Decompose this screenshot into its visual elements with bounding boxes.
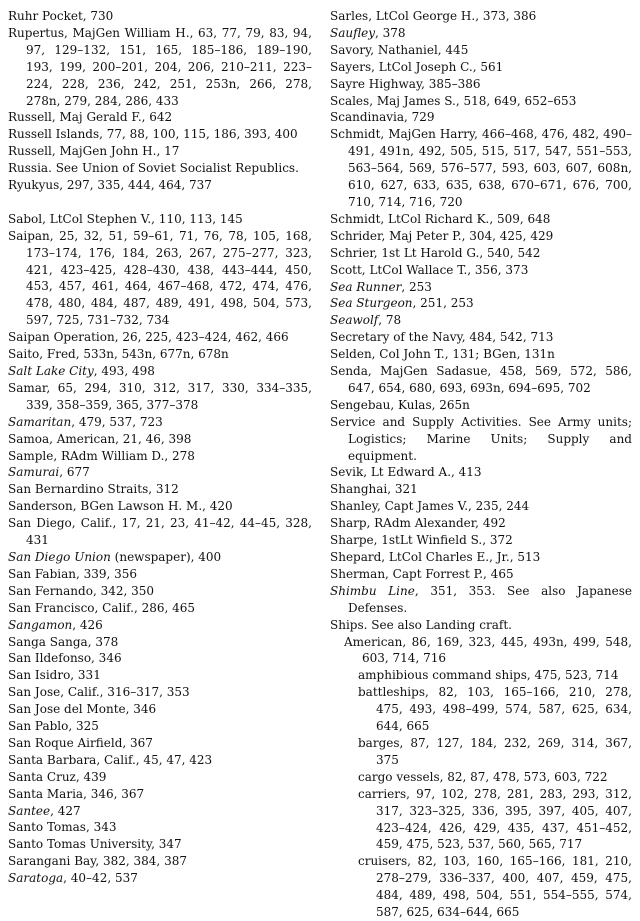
index-entry: Ships. See also Landing craft. [330,617,512,632]
index-entry: Senda, MajGen Sadasue, 458, 569, 572, 586, 647, 654, 680, 693, 693n, 694–695, 702 [330,364,632,395]
index-entry: Saipan, 25, 32, 51, 59–61, 71, 76, 78, 105, 168, 173–174, 176, 184, 263, 267, 275–277, 323, 421, 423–425, 428–430, 438, 443–444, 450, 453, 457, 461, 464, 467–468, 472, 474, 476, 478, 480, 484, 487, 489, 491, 498, 504, 573, 597, 725, 731–732, 734 [8,228,312,328]
index-entry-rest: , 40–42, 537 [63,871,138,886]
index-entry: Sharp, RAdm Alexander, 492 [330,516,506,531]
index-entry [330,279,632,296]
index-entry-rest: (newspaper), 400 [110,549,222,564]
index-entry-italic: Shimbu Line [330,583,415,598]
index-entry [8,464,312,481]
index-entry: Sevik, Lt Edward A., 413 [330,465,482,480]
index-entry: Saito, Fred, 533n, 543n, 677n, 678n [8,347,229,362]
index-column-left [8,8,312,887]
index-entry-italic: Saratoga [8,871,64,886]
index-entry-rest: , 253 [401,279,432,294]
index-entry: Sarangani Bay, 382, 384, 387 [8,854,187,869]
index-entry: San Jose del Monte, 346 [8,702,157,717]
index-entry [8,549,312,566]
index-entry: American, 86, 169, 323, 445, 493n, 499, 548, 603, 714, 716 [344,634,632,666]
index-entry [330,295,632,312]
index-entry: Ruhr Pocket, 730 [8,9,114,23]
index-entry: Saipan Operation, 26, 225, 423–424, 462, 466 [8,330,289,345]
index-entry: Samoa, American, 21, 46, 398 [8,431,192,446]
index-entry: Santa Barbara, Calif., 45, 47, 423 [8,752,213,767]
index-entry-rest: , 251, 253 [412,296,474,311]
index-entry: San Bernardino Straits, 312 [8,482,179,497]
index-entry [330,583,632,617]
index-entry: Shanghai, 321 [330,482,418,497]
index-entry: San Pablo, 325 [8,719,99,734]
index-entry-rest: , 78 [378,313,402,328]
index-entry-italic: Seawolf [330,313,379,328]
index-entry-rest: , 677 [59,465,90,480]
index-entry: Russia. See Union of Soviet Socialist Republics. [8,161,299,176]
index-entry: battleships, 82, 103, 165–166, 210, 278, 475, 493, 498–499, 574, 587, 625, 634, 644, 665 [358,685,632,734]
index-entry: Rupertus, MajGen William H., 63, 77, 79, 83, 94, 97, 129–132, 151, 165, 185–186, 189–190, 193, 199, 200–201, 204, 206, 210–211, 223–224, 228, 236, 242, 251, 253n, 266, 278, 278n, 279, 284, 286, 433 [8,25,312,108]
index-entry: Scott, LtCol Wallace T., 356, 373 [330,262,529,277]
index-entry [8,870,312,887]
index-entry [330,312,632,329]
index-entry [8,803,312,820]
index-entry-italic: Sangamon [8,617,73,632]
index-entry-italic: Sea Runner [330,279,402,294]
index-entry-italic: San Diego Union [8,549,111,564]
index-entry: San Diego, Calif., 17, 21, 23, 41–42, 44–45, 328, 431 [8,516,312,548]
index-entry: San Fernando, 342, 350 [8,583,155,598]
index-entry: San Fabian, 339, 356 [8,566,138,581]
index-entry: Russell, MajGen John H., 17 [8,144,180,159]
index-entry: San Isidro, 331 [8,668,101,683]
index-entry: Shanley, Capt James V., 235, 244 [330,499,530,514]
index-entry: Sarles, LtCol George H., 373, 386 [330,9,537,23]
index-entry: Sharpe, 1stLt Winfield S., 372 [330,533,513,548]
index-entry: San Jose, Calif., 316–317, 353 [8,685,190,700]
index-entry: Scales, Maj James S., 518, 649, 652–653 [330,93,577,108]
index-entry: Service and Supply Activities. See Army units; Logistics; Marine Units; Supply and equipment. [330,414,632,463]
index-entry: Sayre Highway, 385–386 [330,76,481,91]
index-entry: Sample, RAdm William D., 278 [8,448,195,463]
index-entry: Sanga Sanga, 378 [8,634,119,649]
index-entry-italic: Salt Lake City [8,364,94,379]
index-entry-italic: Samurai [8,465,60,480]
index-entry-italic: Santee [8,803,51,818]
index-entry [330,25,632,42]
index-entry-italic: Sea Sturgeon [330,296,413,311]
index-entry: Ryukyus, 297, 335, 444, 464, 737 [8,178,212,193]
index-entry: Samar, 65, 294, 310, 312, 317, 330, 334–335, 339, 358–359, 365, 377–378 [8,380,312,412]
index-entry-rest: , 351, 353. See also Japanese Defenses. [348,583,633,615]
index-entry: Selden, Col John T., 131; BGen, 131n [330,347,555,362]
index-entry-rest: , 426 [72,617,103,632]
index-entry: Shepard, LtCol Charles E., Jr., 513 [330,550,541,564]
index-entry-rest: , 427 [50,803,81,818]
index-entry: barges, 87, 127, 184, 232, 269, 314, 367, 375 [358,735,632,767]
index-entry [8,617,312,634]
index-entry-italic: Saufley [330,25,375,40]
index-entry-rest: , 479, 537, 723 [71,414,163,429]
index-entry: Russell Islands, 77, 88, 100, 115, 186, 393, 400 [8,127,298,142]
index-entry: Sabol, LtCol Stephen V., 110, 113, 145 [8,211,243,226]
index-entry: cruisers, 82, 103, 160, 165–166, 181, 210, 278–279, 336–337, 400, 407, 459, 475, 484, 489, 498, 504, 551, 554–555, 574, 587, 625, 634–644, 665 [358,854,632,920]
index-entry: cargo vessels, 82, 87, 478, 573, 603, 722 [358,769,608,784]
index-entry: San Roque Airfield, 367 [8,735,153,750]
index-entry: carriers, 97, 102, 278, 281, 283, 293, 312, 317, 323–325, 336, 395, 397, 405, 407, 423–424, 426, 429, 435, 437, 451–452, 459, 475, 523, 537, 560, 565, 717 [358,786,632,852]
index-entry: Santa Maria, 346, 367 [8,786,145,801]
index-entry-italic: Samaritan [8,414,72,429]
index-entry: Santa Cruz, 439 [8,769,107,784]
index-entry [8,363,312,380]
index-entry: Schmidt, MajGen Harry, 466–468, 476, 482, 490–491, 491n, 492, 505, 515, 517, 547, 551–553, 563–564, 569, 576–577, 593, 603, 607, 608n, 610, 627, 633, 635, 638, 670–671, 676, 700, 710, 714, 716, 720 [330,127,632,209]
index-entry: Savory, Nathaniel, 445 [330,42,469,57]
index-entry: San Francisco, Calif., 286, 465 [8,600,196,615]
index-entry: Secretary of the Navy, 484, 542, 713 [330,330,554,345]
index-entry: Schmidt, LtCol Richard K., 509, 648 [330,211,551,226]
index-entry-rest: , 378 [375,25,406,40]
index-entry: Schrier, 1st Lt Harold G., 540, 542 [330,245,541,260]
index-entry: Santo Tomas, 343 [8,820,117,835]
index-entry-rest: , 493, 498 [93,364,155,379]
index-entry: Schrider, Maj Peter P., 304, 425, 429 [330,228,554,243]
index-entry: Sherman, Capt Forrest P., 465 [330,566,514,581]
index-entry: San Ildefonso, 346 [8,651,122,666]
index-entry: Russell, Maj Gerald F., 642 [8,110,173,125]
index-entry: Sengebau, Kulas, 265n [330,397,470,412]
index-entry: Scandinavia, 729 [330,110,435,125]
index-entry: Santo Tomas University, 347 [8,837,182,852]
index-column-right [330,8,632,921]
index-entry: amphibious command ships, 475, 523, 714 [358,668,619,683]
index-entry: Sayers, LtCol Joseph C., 561 [330,59,504,74]
index-entry: Sanderson, BGen Lawson H. M., 420 [8,499,233,514]
index-entry [8,414,312,431]
